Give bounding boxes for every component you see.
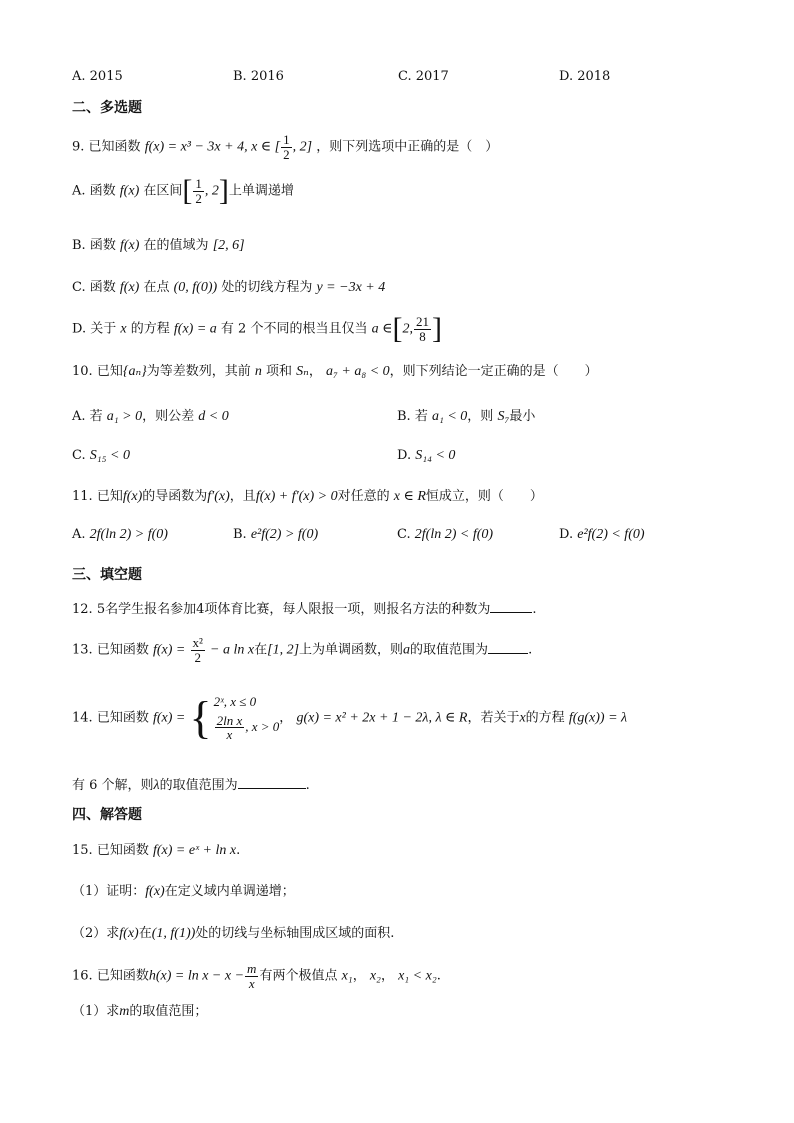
q13-frac-den: 2 <box>194 649 201 665</box>
q9-d-mid: 的方程 <box>130 321 170 337</box>
q11-c-pre: C. <box>397 527 411 542</box>
q9-c-pre: C. 函数 <box>72 280 116 295</box>
q15-stem <box>72 843 240 860</box>
q9-a-den: 2 <box>195 190 202 206</box>
q11-option-c <box>397 527 493 543</box>
q9-a-two: , 2 <box>204 183 219 199</box>
q9-a-frac <box>193 177 204 205</box>
q14-case2-den: x <box>226 727 233 743</box>
q10-option-c <box>72 448 130 464</box>
q10-a-pre: A. 若 <box>72 409 103 424</box>
q11-cond: f(x) + f′(x) > 0 <box>255 489 338 504</box>
q10-mid2: 项和 <box>266 364 293 379</box>
q13-end: . <box>528 642 533 658</box>
q9-option-d <box>72 314 442 344</box>
q11-a-pre: A. <box>72 527 86 542</box>
q16-number: 16. <box>72 968 93 984</box>
q14-stem <box>72 691 628 743</box>
q9-c-point: (0, f(0)) <box>173 280 218 295</box>
q15-p1-post: 在定义域内单调递增； <box>164 884 295 899</box>
q15-p1-func: f(x) <box>145 884 165 899</box>
q14-case2-cond: , x > 0 <box>245 718 280 734</box>
q9-frac <box>281 133 292 161</box>
q10-mid: 为等差数列，其前 <box>146 364 251 379</box>
q11-mid: 的导函数为 <box>142 489 208 504</box>
q10-d-expr: S₁₄ < 0 <box>415 448 456 463</box>
q10-option-a <box>72 405 229 425</box>
q10-c-expr: S₁₅ < 0 <box>89 448 130 463</box>
q16-x1: x₁ <box>341 968 353 984</box>
q16-pre: 已知函数 <box>96 968 149 984</box>
q9-d-num: 21 <box>415 313 429 329</box>
q13-mid2: 上为单调函数，则 <box>299 642 404 658</box>
q9-frac-num: 1 <box>283 132 290 147</box>
q9-c-mid2: 处的切线方程为 <box>221 280 313 295</box>
q10-b-mid: ，则 <box>467 409 494 424</box>
q9-c-mid: 在点 <box>143 280 170 295</box>
q9-expr-end: , 2] <box>292 139 313 155</box>
q10-a-res: d < 0 <box>198 409 229 424</box>
q14-case2-frac <box>215 714 245 742</box>
q14-line2 <box>72 776 310 795</box>
q11-deriv: f′(x) <box>207 489 230 504</box>
q9-d-rbracket: ] <box>431 312 442 345</box>
q15-number: 15. <box>72 843 93 858</box>
q15-part2 <box>72 926 394 943</box>
q9-d-lo: 2, <box>402 321 413 337</box>
q14-case1: 2ˣ, x ≤ 0 <box>213 694 257 709</box>
q14-sep: ， <box>279 710 293 726</box>
q16-func: h(x) = ln x − x − <box>148 968 245 984</box>
q15-end: . <box>236 843 241 858</box>
q16-stem <box>72 962 441 990</box>
q9-number: 9. <box>72 139 85 155</box>
q10-cond: a₇ + a₈ < 0 <box>326 364 390 379</box>
q9-d-lbracket: [ <box>392 312 403 345</box>
q13-a: a <box>403 642 411 658</box>
q14-answer-blank[interactable] <box>238 776 306 789</box>
section-heading-multiple-choice: 二、多选题 <box>72 100 142 116</box>
q12-text: 5名学生报名参加4项体育比赛，每人限报一项，则报名方法的种数为 <box>96 602 491 617</box>
q13-stem <box>72 636 532 664</box>
q15-p2-mid: 在 <box>138 926 152 941</box>
q11-a-expr: 2f(ln 2) > f(0) <box>89 527 168 542</box>
q16-frac-den: x <box>248 975 255 991</box>
q14-mid2: 的方程 <box>525 710 565 726</box>
q16-order: x₁ < x₂ <box>398 968 437 984</box>
q10-d-pre: D. <box>397 448 412 463</box>
q10-a-mid: ，则公差 <box>142 409 195 424</box>
q16-mid: 有两个极值点 <box>259 968 338 984</box>
q10-b-pre: B. 若 <box>397 409 428 424</box>
q9-a-rbracket: ] <box>218 174 229 207</box>
q9-a-post: 上单调递增 <box>228 183 294 199</box>
q9-d-eq: f(x) = a <box>173 321 217 337</box>
q10-b-post: 最小 <box>509 409 536 424</box>
q9-c-tangent: y = −3x + 4 <box>316 280 386 295</box>
q11-stem <box>72 489 543 506</box>
q9-b-range: [2, 6] <box>212 238 245 253</box>
q16-frac-num: m <box>247 961 257 976</box>
q14-pre: 已知函数 <box>96 710 149 726</box>
q14-eq: f(g(x)) = λ <box>568 710 628 726</box>
q15-p2-post: 处的切线与坐标轴围成区域的面积. <box>195 926 395 941</box>
section-heading-fill-in: 三、填空题 <box>72 567 142 583</box>
q11-number: 11. <box>72 489 93 504</box>
q15-part1 <box>72 884 295 901</box>
q9-a-pre: A. 函数 <box>72 183 116 199</box>
q9-option-a <box>72 176 294 206</box>
q16-end: . <box>436 968 441 984</box>
q13-answer-blank[interactable] <box>488 641 528 654</box>
q14-cases <box>214 694 280 742</box>
q10-b-s7: S₇ <box>497 409 510 424</box>
q10-post: ，则下列结论一定正确的是（ ） <box>389 364 598 379</box>
q16-p1-m: m <box>119 1004 130 1019</box>
q8-option-d: D. 2018 <box>559 69 611 84</box>
q9-d-frac <box>414 315 431 343</box>
q13-interval: [1, 2] <box>267 642 300 658</box>
q14-line2-pre: 有 6 个解，则 <box>72 778 154 793</box>
q9-b-pre: B. 函数 <box>72 238 116 253</box>
q12-answer-blank[interactable] <box>490 600 532 613</box>
q10-n: n <box>254 364 262 379</box>
q9-frac-den: 2 <box>283 146 290 162</box>
q15-p2-pre: （2）求 <box>72 926 120 941</box>
q15-p2-func: f(x) <box>119 926 139 941</box>
q11-d-pre: D. <box>559 527 574 542</box>
q9-b-mid: 在的值域为 <box>143 238 209 253</box>
q13-rest: − a ln x <box>210 642 255 658</box>
q11-option-a <box>72 527 168 543</box>
q14-end: . <box>305 778 310 793</box>
q14-case2 <box>214 714 280 742</box>
q11-post: 恒成立，则（ ） <box>425 489 543 504</box>
q9-a-func: f(x) <box>119 183 140 199</box>
q14-number: 14. <box>72 710 93 726</box>
q10-sep: ， <box>308 364 322 379</box>
q11-option-d <box>559 527 645 543</box>
q8-option-a: A. 2015 <box>72 69 123 84</box>
q14-piecewise <box>189 691 280 743</box>
q16-frac <box>245 962 258 990</box>
q9-a-mid: 在区间 <box>143 183 183 199</box>
q9-d-den: 8 <box>419 328 426 344</box>
q9-stem <box>72 133 498 161</box>
q10-b-cond: a₁ < 0 <box>431 409 468 424</box>
q14-brace: { <box>189 691 212 743</box>
q16-sep2: ， <box>380 968 394 984</box>
q16-p1-post: 的取值范围； <box>129 1004 208 1019</box>
q9-post: ，则下列选项中正确的是（ ） <box>316 139 499 155</box>
q11-d-expr: e²f(2) < f(0) <box>577 527 645 542</box>
section-heading-solutions: 四、解答题 <box>72 807 142 823</box>
q10-number: 10. <box>72 364 93 379</box>
q16-p1-pre: （1）求 <box>72 1004 120 1019</box>
q9-d-x: x <box>120 321 127 337</box>
q14-func: f(x) = <box>152 710 186 726</box>
q13-func: f(x) = <box>152 642 186 658</box>
q14-lambda: λ <box>153 778 160 793</box>
q11-domain: x ∈ R <box>393 489 426 504</box>
q12-stem <box>72 600 537 618</box>
q16-x2: x₂ <box>369 968 381 984</box>
q9-option-c <box>72 280 385 297</box>
q9-b-func: f(x) <box>119 238 140 253</box>
q16-part1 <box>72 1004 207 1021</box>
q12-end: . <box>532 602 537 617</box>
q13-number: 13. <box>72 642 93 658</box>
q10-sn: Sₙ <box>296 364 309 379</box>
q11-c-expr: 2f(ln 2) < f(0) <box>414 527 494 542</box>
q11-b-expr: e²f(2) > f(0) <box>250 527 319 542</box>
q9-a-lbracket: [ <box>182 174 193 207</box>
q13-frac <box>191 636 205 664</box>
q14-x: x <box>519 710 526 726</box>
q10-pre: 已知 <box>96 364 123 379</box>
q13-frac-num: x² <box>192 635 203 650</box>
q14-case2-num: 2ln x <box>216 712 243 728</box>
q14-g: g(x) = x² + 2x + 1 − 2λ, λ ∈ R <box>296 710 468 726</box>
q13-pre: 已知函数 <box>96 642 149 658</box>
q9-pre: 已知函数 <box>88 139 141 155</box>
q12-number: 12. <box>72 602 93 617</box>
q9-d-a-in: a ∈ <box>371 321 393 337</box>
q14-line2-post: 的取值范围为 <box>159 778 238 793</box>
q11-mid2: ，且 <box>229 489 256 504</box>
q9-c-func: f(x) <box>119 280 140 295</box>
q11-pre: 已知 <box>96 489 123 504</box>
q11-mid3: 对任意的 <box>337 489 390 504</box>
q9-expr: f(x) = x³ − 3x + 4, x ∈ [ <box>144 139 281 155</box>
q10-option-d <box>397 448 455 464</box>
q15-p2-point: (1, f(1)) <box>151 926 196 941</box>
q9-option-b <box>72 238 245 255</box>
q13-mid: 在 <box>254 642 268 658</box>
q16-sep: ， <box>352 968 366 984</box>
q13-post: 的取值范围为 <box>410 642 489 658</box>
q9-a-num: 1 <box>195 175 202 191</box>
q9-d-mid2: 有 2 个不同的根当且仅当 <box>220 321 368 337</box>
q15-p1-pre: （1）证明： <box>72 884 146 899</box>
q11-b-pre: B. <box>233 527 247 542</box>
q10-seq: {aₙ} <box>122 364 147 379</box>
q9-d-pre: D. 关于 <box>72 321 117 337</box>
q11-option-b <box>233 527 318 543</box>
q8-option-b: B. 2016 <box>233 69 284 84</box>
q14-mid: ，若关于 <box>467 710 520 726</box>
q10-a-cond: a₁ > 0 <box>106 409 143 424</box>
q15-pre: 已知函数 <box>96 843 149 858</box>
q10-stem <box>72 364 598 381</box>
q8-option-c: C. 2017 <box>398 69 449 84</box>
q11-func: f(x) <box>122 489 143 504</box>
q10-option-b <box>397 405 535 425</box>
q15-expr: f(x) = eˣ + ln x <box>152 843 237 858</box>
q10-c-pre: C. <box>72 448 86 463</box>
